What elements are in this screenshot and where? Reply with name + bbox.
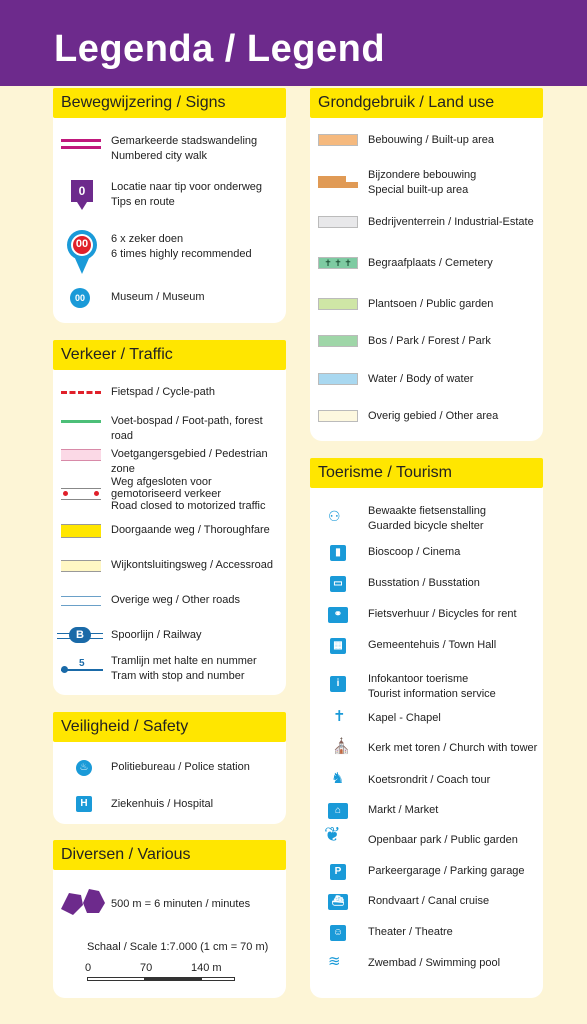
tram-number: 5: [79, 658, 85, 669]
footprints-icon: [59, 887, 107, 917]
tourism-panel: [310, 458, 543, 998]
special-builtup-swatch: [318, 176, 358, 188]
water-label: Water / Body of water: [368, 373, 474, 385]
townhall-icon: ▦: [330, 638, 346, 654]
scale-bar-segment-3: [201, 977, 235, 981]
bus-icon: ▭: [330, 576, 346, 592]
cemetery-label: Begraafplaats / Cemetery: [368, 257, 493, 269]
forest-label: Bos / Park / Forest / Park: [368, 335, 491, 347]
parking-label: Parkeergarage / Parking garage: [368, 865, 525, 877]
market-label: Markt / Market: [368, 804, 439, 816]
cinema-label: Bioscoop / Cinema: [368, 546, 461, 558]
cycle-label: Fietspad / Cycle-path: [111, 386, 215, 398]
pedestrian-label: Voetgangersgebied / Pedestrian zone: [111, 448, 268, 475]
bike-rent-label: Fietsverhuur / Bicycles for rent: [368, 608, 517, 620]
through-label: Doorgaande weg / Thoroughfare: [111, 524, 270, 536]
accessroad-icon: [61, 560, 101, 572]
cruise-label: Rondvaart / Canal cruise: [368, 895, 490, 907]
recommend-marker-label: 00: [75, 238, 89, 250]
bicycle-nl: Bewaakte fietsenstalling: [368, 505, 487, 517]
landuse-title: Grondgebruik / Land use: [310, 88, 543, 118]
other-road-label: Overige weg / Other roads: [111, 594, 241, 606]
cycle-path-line-icon: [61, 391, 101, 394]
market-icon: ⌂: [328, 803, 348, 819]
info-icon: i: [330, 676, 346, 692]
safety-title: Veiligheid / Safety: [53, 712, 286, 742]
walk-time-label: 500 m = 6 minuten / minutes: [111, 898, 251, 910]
museum-marker-icon: 00: [70, 288, 90, 308]
swimming-label: Zwembad / Swimming pool: [368, 957, 501, 969]
water-swatch: [318, 373, 358, 385]
signs-title: Bewegwijzering / Signs: [53, 88, 286, 118]
recommend-en: 6 times highly recommended: [111, 248, 252, 260]
thoroughfare-icon: [61, 524, 101, 538]
info-nl: Infokantoor toerisme: [368, 673, 469, 685]
museum-label: Museum / Museum: [111, 291, 205, 303]
park-leaf-icon: ❦: [324, 824, 341, 846]
tourism-title: Toerisme / Tourism: [310, 458, 543, 488]
closed-en: Road closed to motorized traffic: [111, 500, 266, 512]
tip-en: Tips en route: [111, 196, 175, 208]
builtup-swatch: [318, 134, 358, 146]
bus-label: Busstation / Busstation: [368, 577, 480, 589]
city-walk-line-icon: [61, 139, 101, 142]
church-tower-icon: ⛪: [332, 738, 351, 755]
chapel-cross-icon: ✝: [333, 708, 346, 725]
walk-en: Numbered city walk: [111, 150, 207, 162]
signs-panel: [53, 88, 286, 323]
closed-road-icon: [61, 488, 101, 500]
safety-panel: [53, 712, 286, 824]
other-area-label: Overig gebied / Other area: [368, 410, 499, 422]
industrial-swatch: [318, 216, 358, 228]
special-en: Special built-up area: [368, 184, 469, 196]
landuse-panel: [310, 88, 543, 441]
police-flame-icon: ♨: [76, 760, 92, 776]
pedestrian-zone-icon: [61, 449, 101, 461]
scale-tick-140: 140 m: [191, 962, 222, 974]
parking-icon: P: [330, 864, 346, 880]
walk-nl: Gemarkeerde stadswandeling: [111, 135, 258, 147]
swimming-icon: ≋: [328, 953, 341, 970]
foot-path-line-icon: [61, 420, 101, 423]
builtup-label: Bebouwing / Built-up area: [368, 134, 494, 146]
police-label: Politiebureau / Police station: [111, 761, 250, 773]
scale-bar-segment-1: [87, 977, 145, 981]
park-label: Openbaar park / Public garden: [368, 834, 518, 846]
header-bar: [0, 0, 587, 86]
tip-marker-label: 0: [78, 184, 86, 198]
bicycle-en: Guarded bicycle shelter: [368, 520, 484, 532]
recommend-nl: 6 x zeker doen: [111, 233, 184, 245]
other-road-icon: [61, 596, 101, 606]
railway-marker-icon: B: [69, 627, 91, 643]
scale-bar-segment-2: [144, 977, 202, 981]
hospital-icon: H: [76, 796, 92, 812]
scale-tick-0: 0: [85, 962, 92, 974]
page-title: Legenda / Legend: [54, 28, 386, 70]
closed-nl: Weg afgesloten voor gemotoriseerd verkeer: [111, 476, 222, 500]
townhall-label: Gemeentehuis / Town Hall: [368, 639, 497, 651]
canal-cruise-icon: ⛴: [328, 894, 348, 910]
various-title: Diversen / Various: [53, 840, 286, 870]
other-area-swatch: [318, 410, 358, 422]
coach-label: Koetsrondrit / Coach tour: [368, 774, 491, 786]
railway-label: Spoorlijn / Railway: [111, 629, 202, 641]
cemetery-swatch: ✝ ✝ ✝: [318, 257, 358, 269]
tip-nl: Locatie naar tip voor onderweg: [111, 181, 263, 193]
foot-label: Voet-bospad / Foot-path, forest road: [111, 415, 263, 442]
forest-swatch: [318, 335, 358, 347]
chapel-label: Kapel - Chapel: [368, 712, 441, 724]
info-en: Tourist information service: [368, 688, 496, 700]
bicycle-shelter-icon: ⚇: [328, 508, 341, 524]
special-nl: Bijzondere bebouwing: [368, 169, 477, 181]
hospital-label: Ziekenhuis / Hospital: [111, 798, 214, 810]
scale-label: Schaal / Scale 1:7.000 (1 cm = 70 m): [87, 941, 269, 953]
cinema-icon: ▮: [330, 545, 346, 561]
church-label: Kerk met toren / Church with tower: [368, 742, 538, 754]
coach-horse-icon: ♞: [331, 770, 345, 787]
garden-label: Plantsoen / Public garden: [368, 298, 494, 310]
access-label: Wijkontsluitingsweg / Accessroad: [111, 559, 274, 571]
bike-rent-icon: ⚭: [328, 607, 348, 623]
garden-swatch: [318, 298, 358, 310]
tram-stop-icon: [61, 666, 68, 673]
theatre-label: Theater / Theatre: [368, 926, 453, 938]
scale-tick-70: 70: [140, 962, 153, 974]
various-panel: [53, 840, 286, 998]
traffic-title: Verkeer / Traffic: [53, 340, 286, 370]
tram-nl: Tramlijn met halte en nummer: [111, 655, 257, 667]
industrial-label: Bedrijventerrein / Industrial-Estate: [368, 216, 534, 228]
tram-en: Tram with stop and number: [111, 670, 245, 682]
traffic-panel: [53, 340, 286, 695]
theatre-masks-icon: ☺: [330, 925, 346, 941]
